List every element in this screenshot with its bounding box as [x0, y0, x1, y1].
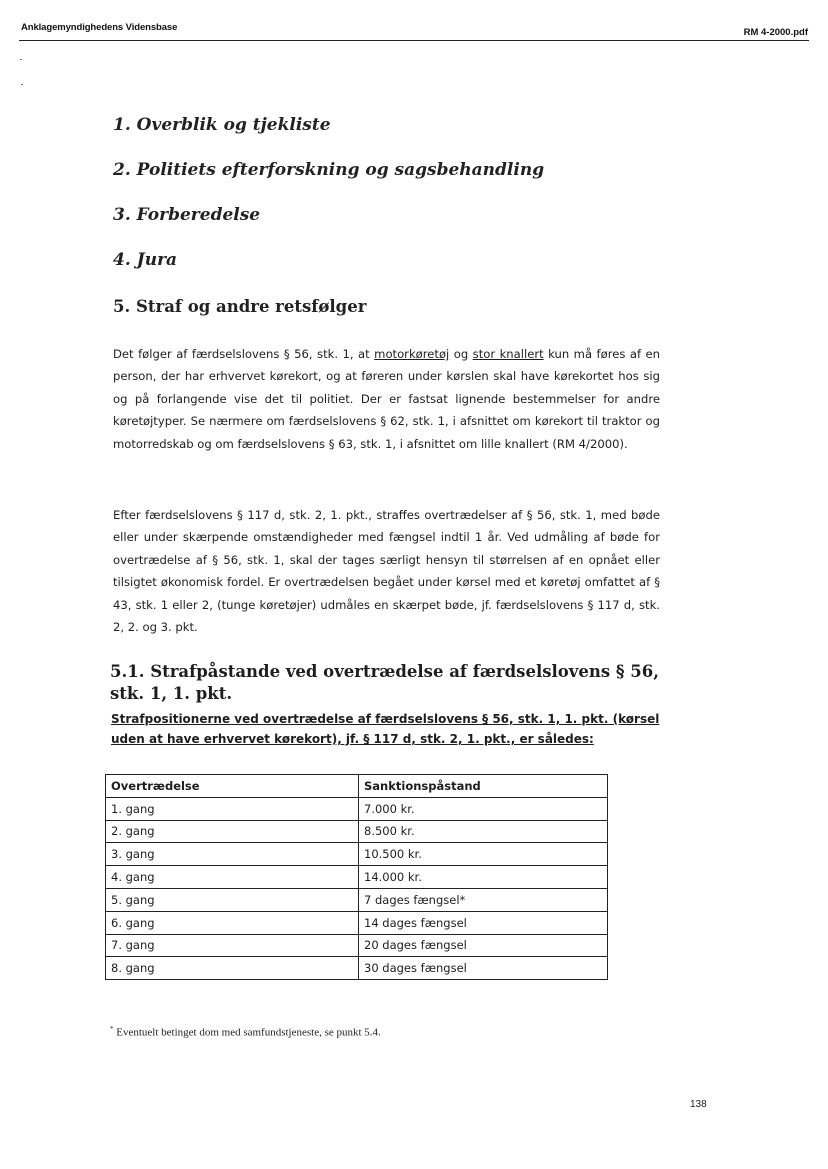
scan-speck [21, 84, 23, 85]
sanction-cell: 7 dages fængsel* [359, 888, 608, 911]
table-row [106, 888, 608, 911]
header-source: Anklagemyndighedens Vidensbase [21, 22, 178, 33]
sanction-cell: 30 dages fængsel [359, 957, 608, 980]
section-5-title: 5. Straf og andre retsfølger [113, 297, 367, 316]
header-rule [19, 40, 809, 41]
offense-cell: 5. gang [106, 888, 359, 911]
link-motorkoretoj[interactable]: motorkøretøj [374, 347, 450, 361]
offense-cell: 8. gang [106, 957, 359, 980]
table-row [106, 934, 608, 957]
scan-speck [20, 59, 22, 60]
offense-cell: 1. gang [106, 797, 359, 820]
table-row [106, 957, 608, 980]
sanction-cell: 8.500 kr. [359, 820, 608, 843]
page-number: 138 [690, 1099, 707, 1110]
table-header-sanction: Sanktionspåstand [359, 775, 608, 798]
offense-cell: 6. gang [106, 911, 359, 934]
para1-text-c: kun må føres af en person, der har erhvervet kørekort, og at føreren under kørslen skal have kørekortet hos sig og på forlangende vise det til politiet. Der er fastsat lignende bestemmelser for andre køretøjtyper. Se nærmere om færdselslovens § 62, stk. 1, i afsnittet om kørekort til traktor og motorredskab og om færdselslovens § 63, stk. 1, i afsnittet om lille knallert (RM 4/2000). [113, 347, 660, 451]
sanction-cell: 7.000 kr. [359, 797, 608, 820]
table-header-offense: Overtrædelse [106, 775, 359, 798]
table-row [106, 866, 608, 889]
para1-text-a: Det følger af færdselslovens § 56, stk. 1, at [113, 347, 375, 361]
table-row [106, 820, 608, 843]
table-row [106, 843, 608, 866]
para1-text-b: og [449, 347, 473, 361]
footnote [110, 1025, 381, 1039]
offense-cell: 4. gang [106, 866, 359, 889]
sanction-table [105, 774, 608, 980]
sanction-cell: 10.500 kr. [359, 843, 608, 866]
sanction-cell: 14.000 kr. [359, 866, 608, 889]
offense-cell: 7. gang [106, 934, 359, 957]
section-5-paragraph-2: Efter færdselslovens § 117 d, stk. 2, 1. pkt., straffes overtrædelser af § 56, stk. 1, med bøde eller under skærpende omstændigheder med fængsel indtil 1 år. Ved udmåling af bøde for overtrædelse af § 56, stk. 1, skal der tages særligt hensyn til størrelsen af en opnået eller tilsigtet økonomisk fordel. Er overtrædelsen begået under kørsel med et køretøj omfattet af § 43, stk. 1 eller 2, (tunge køretøjer) udmåles en skærpet bøde, jf. færdselslovens § 117 d, stk. 2, 2. og 3. pkt. [113, 508, 660, 635]
header-filename: RM 4-2000.pdf [743, 27, 808, 38]
outline-item-2[interactable]: 2. Politiets efterforskning og sagsbehandling [113, 160, 545, 180]
outline-item-1[interactable]: 1. Overblik og tjekliste [113, 115, 331, 135]
sanction-cell: 20 dages fængsel [359, 934, 608, 957]
table-row [106, 797, 608, 820]
section-5-1-subtitle: Strafpositionerne ved overtrædelse af færdselslovens § 56, stk. 1, 1. pkt. (kørsel uden at have erhvervet kørekort), jf. § 117 d, stk. 2, 1. pkt., er således: [111, 712, 660, 746]
offense-cell: 3. gang [106, 843, 359, 866]
outline-item-3[interactable]: 3. Forberedelse [113, 205, 261, 225]
sanction-cell: 14 dages fængsel [359, 911, 608, 934]
table-row [106, 911, 608, 934]
offense-cell: 2. gang [106, 820, 359, 843]
link-stor-knallert[interactable]: stor knallert [472, 347, 544, 361]
footnote-mark: * [110, 1025, 114, 1033]
section-5-1-title: 5.1. Strafpåstande ved overtrædelse af færdselslovens § 56, stk. 1, 1. pkt. [110, 662, 659, 703]
table-header-row [106, 775, 608, 798]
footnote-text: Eventuelt betinget dom med samfundstjeneste, se punkt 5.4. [116, 1026, 381, 1039]
outline-item-4[interactable]: 4. Jura [113, 250, 178, 270]
section-5-paragraph-1 [113, 343, 660, 455]
